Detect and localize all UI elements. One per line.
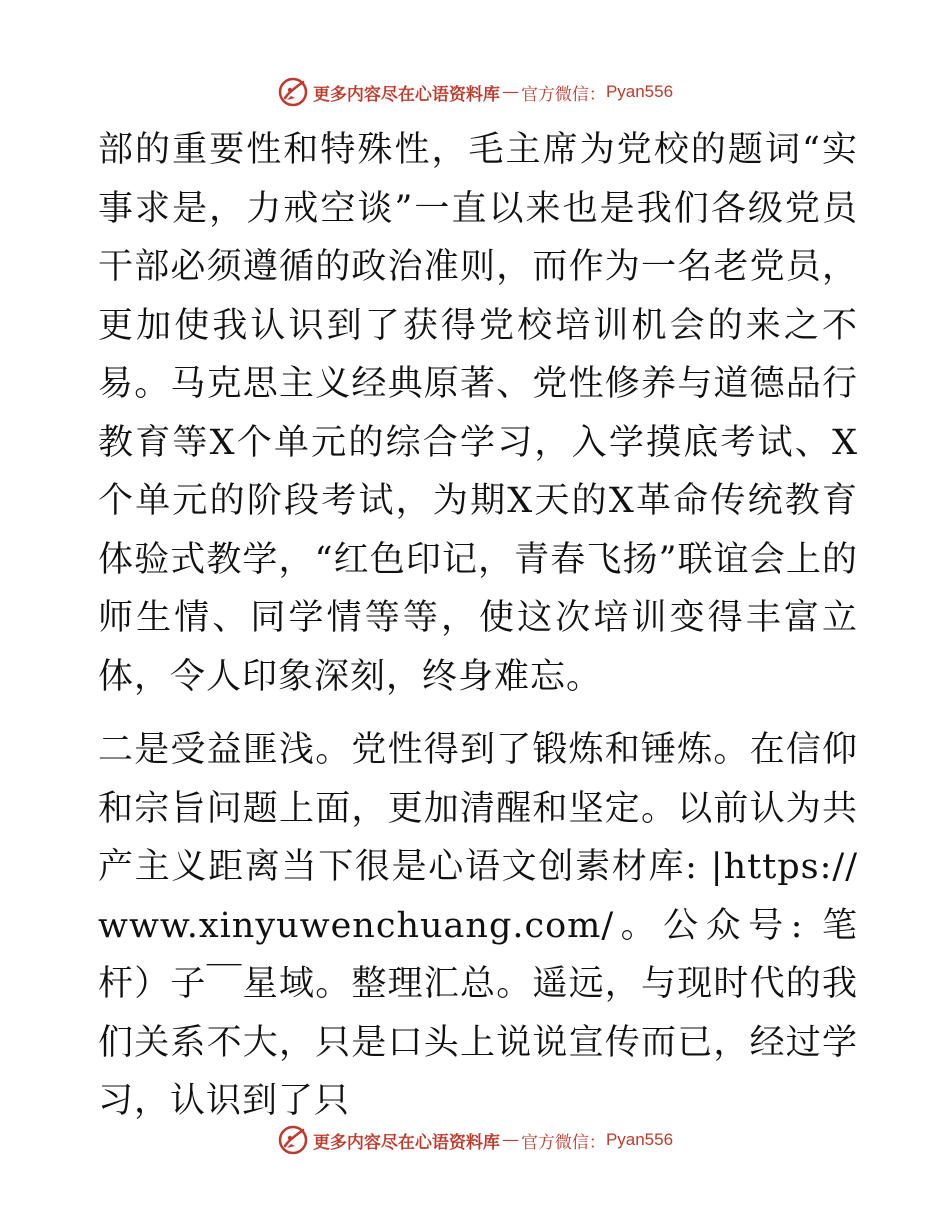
- body-paragraph-2: 二是受益匪浅。党性得到了锻炼和锤炼。在信仰和宗旨问题上面，更加清醒和坚定。以前认为共产主义距离当下很是心语文创素材库: |https://www.xinyuwenchuang.com/。公众号: 笔杆）子￣星域。整理汇总。遥远，与现时代的我们关系不大，只是口头上说说宣传而已，经过学习，认识到了只: [98, 730, 858, 1121]
- footer-slogan: 更多内容尽在心语资料库: [312, 1132, 500, 1153]
- body-paragraph-1: 部的重要性和特殊性，毛主席为党校的题词“实事求是，力戒空谈”一直以来也是我们各级党员干部必须遵循的政治准则，而作为一名老党员，更加使我认识到了获得党校培训机会的来之不易。马克思主义经典原著、党性修养与道德品行教育等X个单元的综合学习，入学摸底考试、X个单元的阶段考试，为期X天的X革命传统教育体验式教学，“红色印记，青春飞扬”联谊会上的师生情、同学情等等，使这次培训变得丰富立体，令人印象深刻，终身难忘。: [98, 130, 858, 697]
- footer-wechat-account: Pyan556: [605, 1130, 674, 1149]
- pen-logo-icon: [277, 76, 309, 108]
- header-wechat-account: Pyan556: [605, 82, 674, 101]
- footer-separator: —: [501, 1130, 519, 1150]
- header-banner: [0, 72, 950, 112]
- pen-logo-icon: [277, 1124, 309, 1156]
- header-wechat-label: 官方微信：: [520, 84, 606, 105]
- document-body: [98, 121, 858, 1131]
- footer-wechat-label: 官方微信：: [520, 1132, 606, 1153]
- header-slogan: 更多内容尽在心语资料库: [312, 84, 500, 105]
- header-separator: —: [501, 82, 519, 102]
- footer-banner: [0, 1120, 950, 1160]
